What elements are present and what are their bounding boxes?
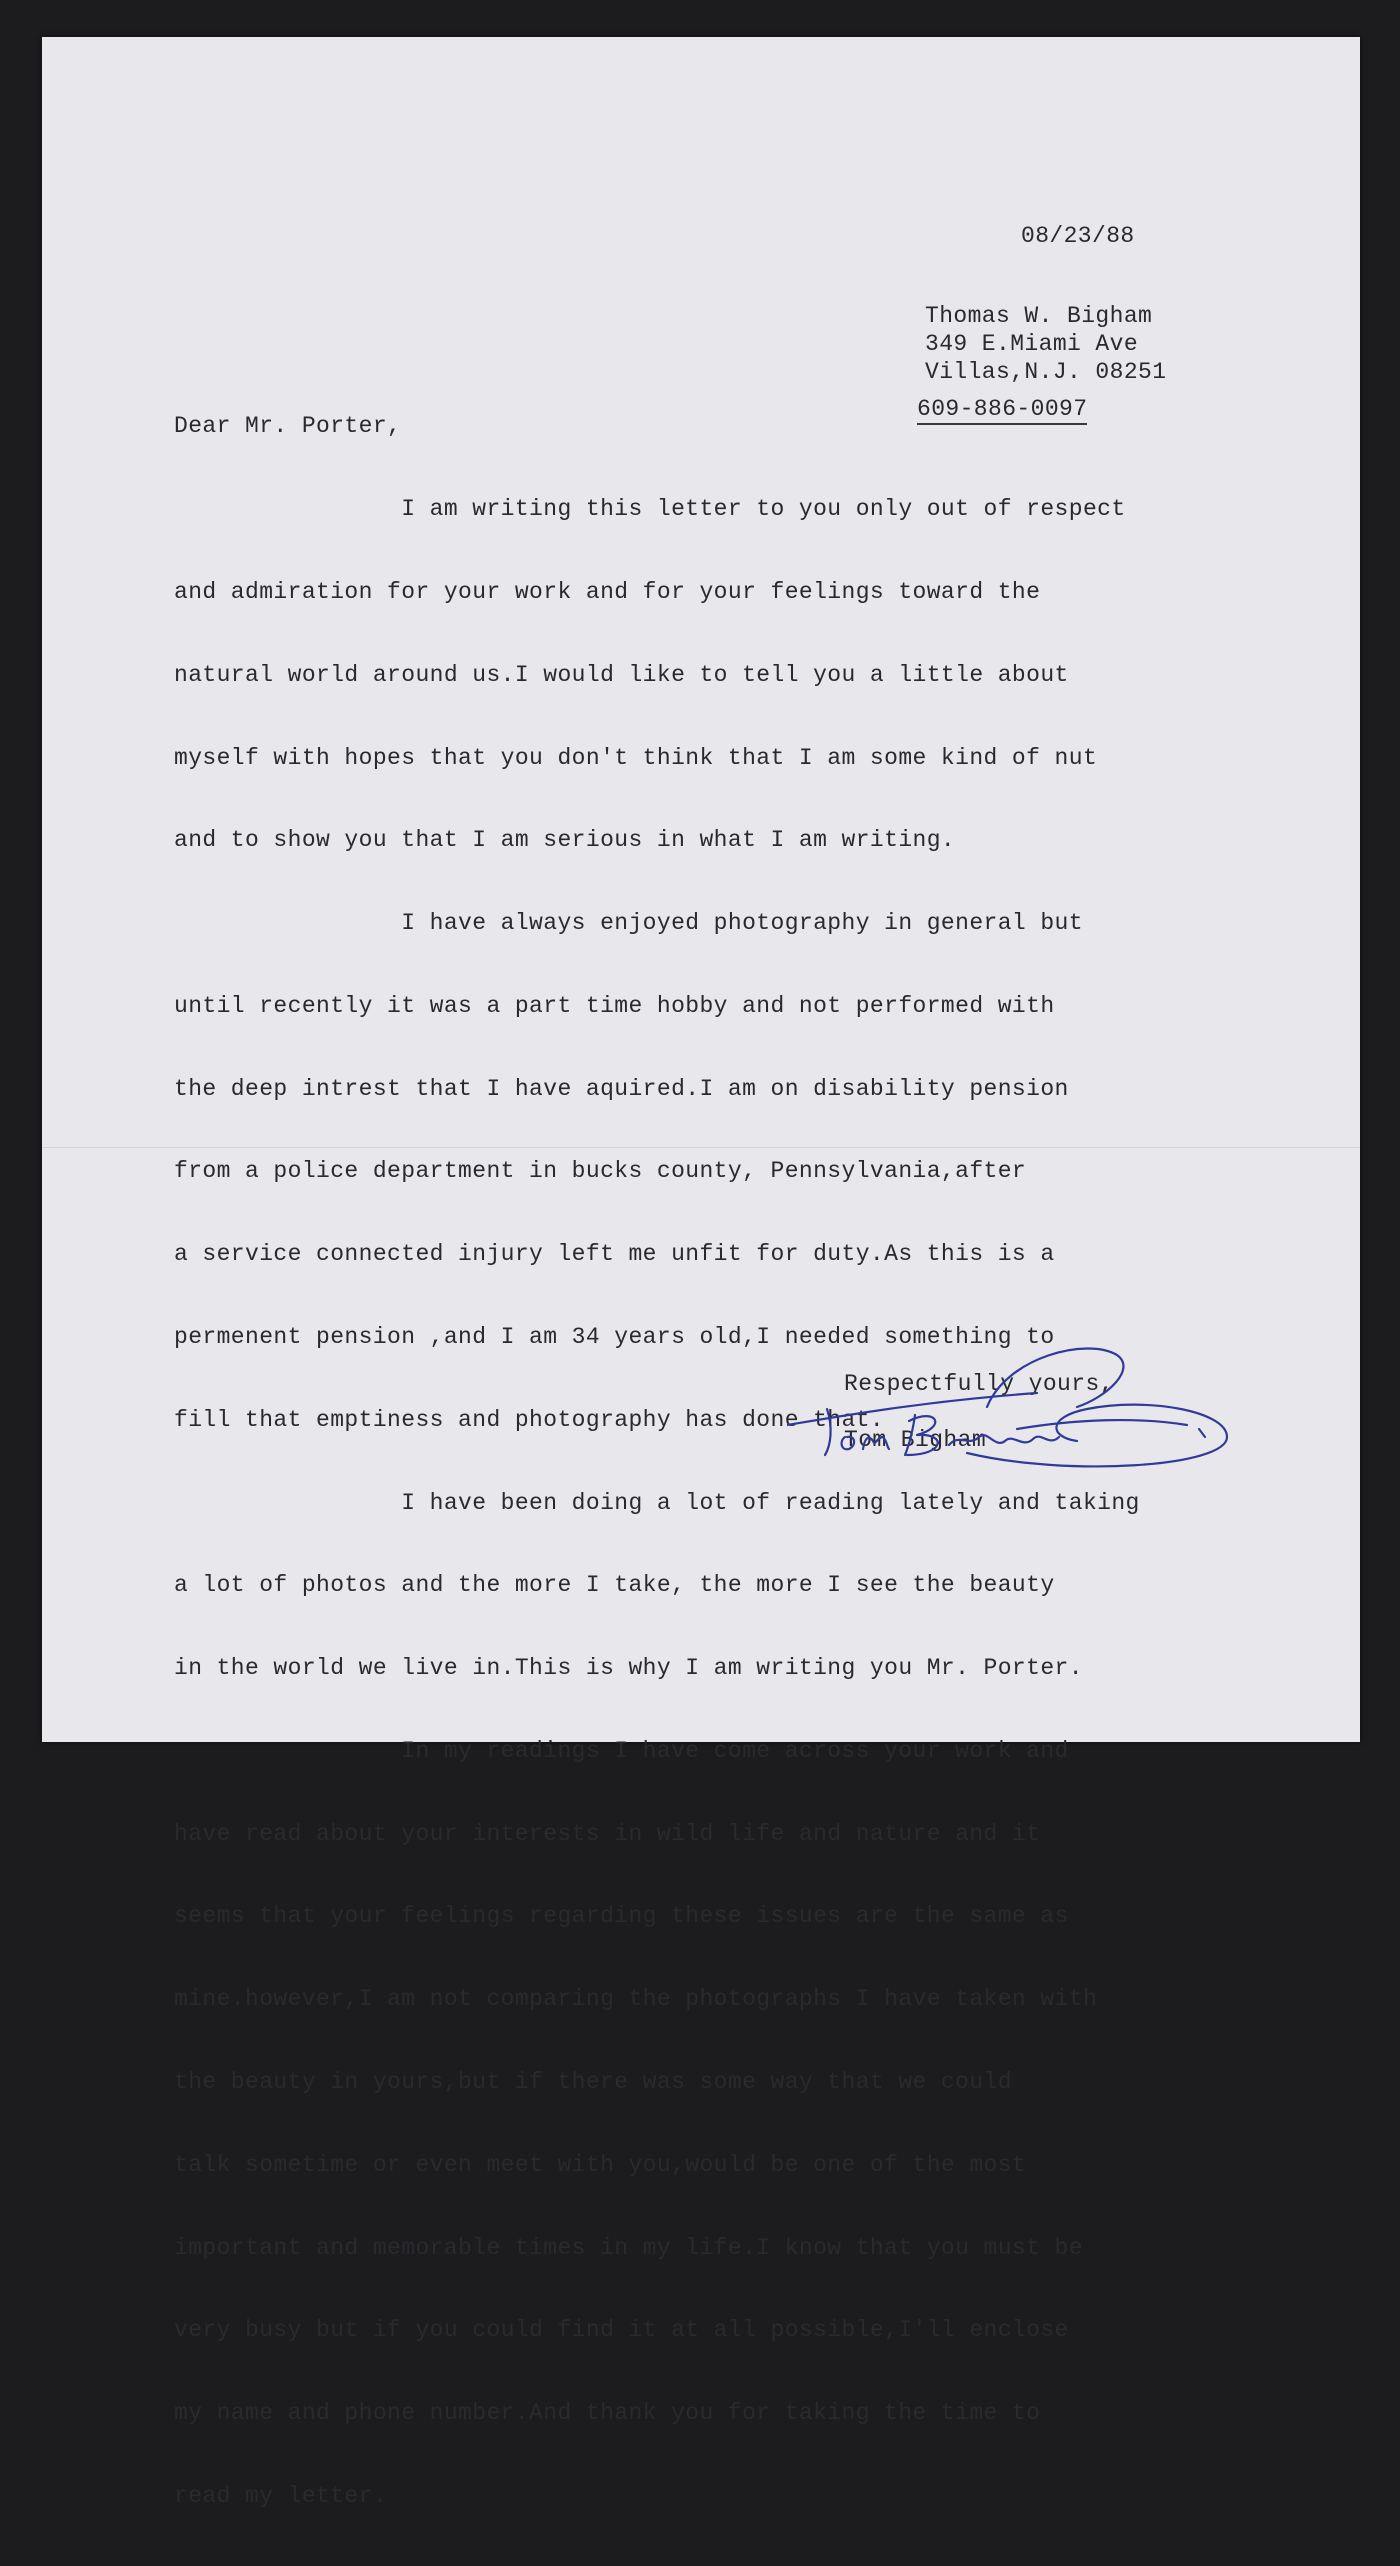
- signer-name: Tom Bigham: [844, 1427, 987, 1453]
- letter-page: [42, 37, 1360, 2509]
- body-line: I have been doing a lot of reading lately and taking: [174, 1489, 1140, 1516]
- body-line: the deep intrest that I have aquired.I am on disability pension: [174, 1075, 1069, 1102]
- body-line: seems that your feelings regarding these issues are the same as: [174, 1903, 1069, 1930]
- sender-street: 349 E.Miami Ave: [925, 331, 1139, 357]
- letter-date: 08/23/88: [1021, 223, 1135, 249]
- body-line: read my letter.: [174, 2482, 388, 2509]
- body-line: a lot of photos and the more I take, the more I see the beauty: [174, 1572, 1055, 1599]
- handwritten-signature: [787, 1337, 1267, 1477]
- sender-name: Thomas W. Bigham: [925, 303, 1153, 329]
- body-line: and admiration for your work and for your feelings toward the: [174, 578, 1041, 605]
- sender-phone: 609-886-0097: [917, 396, 1087, 425]
- body-line: fill that emptiness and photography has done that.: [174, 1406, 885, 1433]
- body-line: myself with hopes that you don't think that I am some kind of nut: [174, 744, 1098, 771]
- body-line: until recently it was a part time hobby and not performed with: [174, 992, 1055, 1019]
- body-line: from a police department in bucks county, Pennsylvania,after: [174, 1158, 1027, 1185]
- salutation: Dear Mr. Porter,: [174, 413, 402, 439]
- body-line: important and memorable times in my life.I know that you must be: [174, 2234, 1083, 2261]
- body-line: have read about your interests in wild life and nature and it: [174, 1820, 1041, 1847]
- closing: Respectfully yours,: [844, 1371, 1114, 1397]
- body-line: talk sometime or even meet with you,would be one of the most: [174, 2151, 1027, 2178]
- body-line: in the world we live in.This is why I am writing you Mr. Porter.: [174, 1655, 1083, 1682]
- body-line: permenent pension ,and I am 34 years old,I needed something to: [174, 1324, 1055, 1350]
- body-line: the beauty in yours,but if there was some way that we could: [174, 2069, 1012, 2096]
- letter-body: [174, 441, 1140, 2566]
- body-line: In my readings I have come across your work and: [174, 1737, 1069, 1764]
- body-line: I am writing this letter to you only out of respect: [174, 496, 1126, 523]
- body-line: a service connected injury left me unfit for duty.As this is a: [174, 1241, 1055, 1268]
- body-line: my name and phone number.And thank you for taking the time to: [174, 2400, 1041, 2427]
- body-line: very busy but if you could find it at all possible,I'll enclose: [174, 2317, 1069, 2344]
- body-line: I have always enjoyed photography in general but: [174, 910, 1083, 937]
- sender-city: Villas,N.J. 08251: [925, 359, 1167, 385]
- body-line: and to show you that I am serious in what I am writing.: [174, 827, 956, 854]
- body-line: natural world around us.I would like to tell you a little about: [174, 661, 1069, 688]
- body-line: mine.however,I am not comparing the photographs I have taken with: [174, 1986, 1098, 2013]
